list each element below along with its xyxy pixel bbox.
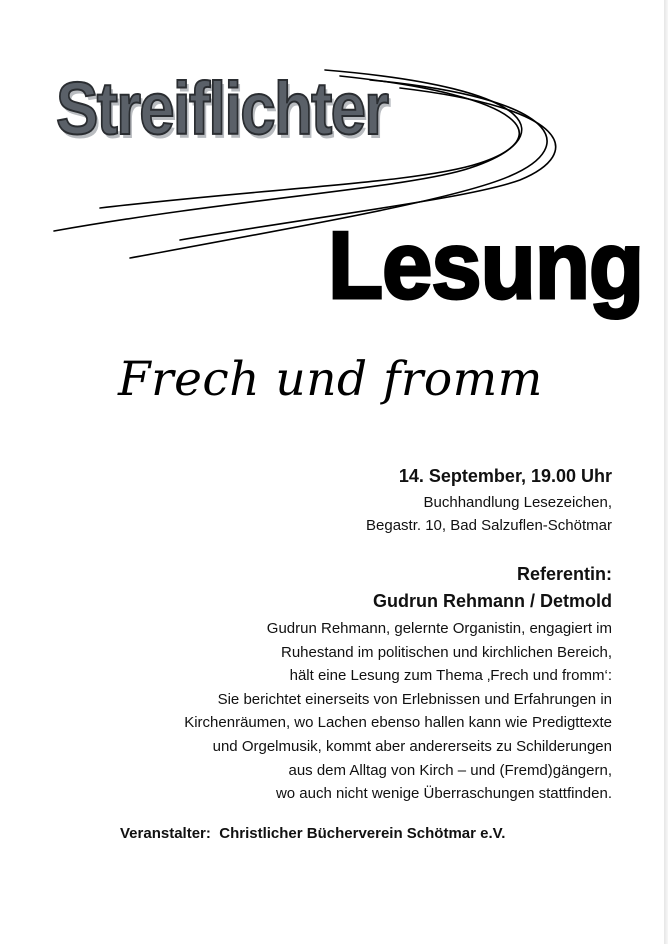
venue-line-2: Begastr. 10, Bad Salzuflen-Schötmar	[366, 517, 612, 534]
description-line: Gudrun Rehmann, gelernte Organistin, engagiert im	[266, 620, 612, 637]
speaker-name: Gudrun Rehmann / Detmold	[372, 591, 612, 611]
description-line: wo auch nicht wenige Überraschungen stattfinden.	[275, 785, 612, 803]
event-subtitle: Frech und fromm	[118, 352, 543, 407]
description-line: Ruhestand im politischen und kirchlichen Bereich,	[280, 643, 612, 661]
description-line: hält eine Lesung zum Thema ‚Frech und fromm‘:	[289, 667, 612, 685]
page-edge-shadow	[664, 0, 668, 944]
event-date-time: 14. September, 19.00 Uhr	[398, 466, 612, 486]
description-line: Kirchenräumen, wo Lachen ebenso hallen kann wie Predigttexte	[184, 714, 612, 732]
organizer-line	[120, 825, 505, 842]
speaker-label: Referentin:	[516, 564, 612, 584]
description-line: aus dem Alltag von Kirch – und (Fremd)gängern,	[288, 761, 612, 779]
venue-line-1: Buchhandlung Lesezeichen,	[423, 494, 612, 511]
event-type-heading: Lesung	[328, 212, 644, 319]
description-line: Sie berichtet einerseits von Erlebnissen und Erfahrungen in	[217, 690, 612, 708]
description-line: und Orgelmusik, kommt aber andererseits zu Schilderungen	[212, 737, 612, 755]
organizer-name: Christlicher Bücherverein Schötmar e.V.	[219, 825, 506, 842]
event-description	[52, 617, 612, 806]
organizer-label: Veranstalter:	[120, 825, 211, 842]
brand-title: Streiflichter	[56, 67, 388, 150]
